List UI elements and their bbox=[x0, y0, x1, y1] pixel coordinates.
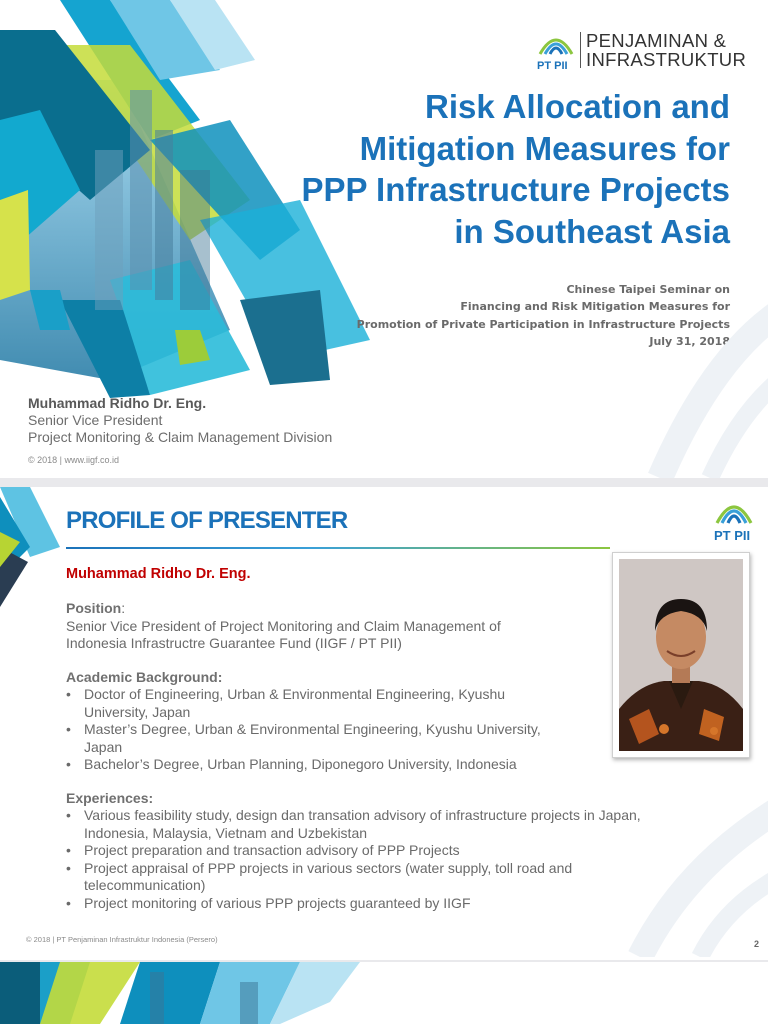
presenter-block bbox=[28, 394, 332, 446]
corner-geometric-graphic bbox=[0, 487, 60, 617]
pt-pii-logo-icon bbox=[712, 491, 756, 543]
experience-heading: Experiences: bbox=[66, 789, 154, 806]
svg-text:PT PII: PT PII bbox=[714, 528, 751, 543]
profile-slide bbox=[0, 487, 768, 960]
academic-heading: Academic Background: bbox=[66, 668, 223, 685]
presenter-division: Project Monitoring & Claim Management Division bbox=[28, 429, 333, 445]
slide-title: PROFILE OF PRESENTER bbox=[66, 507, 348, 534]
title-slide bbox=[0, 0, 768, 478]
list-item: • Project monitoring of various PPP projects guaranteed by IIGF bbox=[66, 895, 696, 913]
slide-gap bbox=[0, 478, 768, 487]
presenter-photo-frame bbox=[612, 552, 750, 758]
presenter-photo bbox=[619, 559, 743, 751]
city-geometric-graphic bbox=[0, 962, 380, 1024]
watermark-graphic bbox=[640, 300, 768, 478]
list-item: • Various feasibility study, design dan transation advisory of infrastructure projects in Japan, Indonesia, Malaysia, Vietnam and Uzbekistan bbox=[66, 807, 696, 842]
presenter-name: Muhammad Ridho Dr. Eng. bbox=[66, 566, 251, 582]
list-item: • Doctor of Engineering, Urban & Environmental Engineering, Kyushu University, Japan bbox=[66, 686, 556, 721]
list-item: • Project appraisal of PPP projects in various sectors (water supply, toll road and telecommunication) bbox=[66, 860, 696, 895]
seminar-info: Chinese Taipei Seminar on Financing and Risk Mitigation Measures for Promotion of Private Participation in Infrastructure Projects July 31, 2018 bbox=[356, 283, 730, 349]
position-heading: Position: bbox=[66, 600, 126, 616]
pt-pii-logo bbox=[536, 28, 747, 72]
pt-pii-emblem-icon bbox=[536, 28, 576, 72]
position-text: Senior Vice President of Project Monitoring and Claim Management of Indonesia Infrastructre Guarantee Fund (IIGF / PT PII) bbox=[66, 617, 501, 651]
company-name: PENJAMINAN & INFRASTRUKTUR bbox=[586, 30, 747, 70]
list-item: • Master’s Degree, Urban & Environmental Engineering, Kyushu University, Japan bbox=[66, 721, 556, 756]
academic-list bbox=[66, 686, 556, 774]
logo-divider bbox=[580, 32, 581, 68]
title-underline bbox=[66, 547, 610, 549]
next-slide-preview bbox=[0, 962, 768, 1024]
presenter-name: Muhammad Ridho Dr. Eng. bbox=[28, 395, 207, 411]
list-item: • Bachelor’s Degree, Urban Planning, Diponegoro University, Indonesia bbox=[66, 756, 556, 774]
footer-text: © 2018 | PT Penjaminan Infrastruktur Indonesia (Persero) bbox=[26, 935, 218, 944]
presentation-title: Risk Allocation and Mitigation Measures for PPP Infrastructure Projects in Southeast Asia bbox=[301, 88, 730, 250]
page-number: 2 bbox=[753, 939, 759, 949]
presenter-role: Senior Vice President bbox=[28, 412, 163, 428]
copyright-text: © 2018 | www.iigf.co.id bbox=[28, 455, 120, 465]
list-item: • Project preparation and transaction advisory of PPP Projects bbox=[66, 842, 696, 860]
svg-text:PT PII: PT PII bbox=[537, 60, 568, 72]
watermark-graphic bbox=[600, 767, 768, 957]
